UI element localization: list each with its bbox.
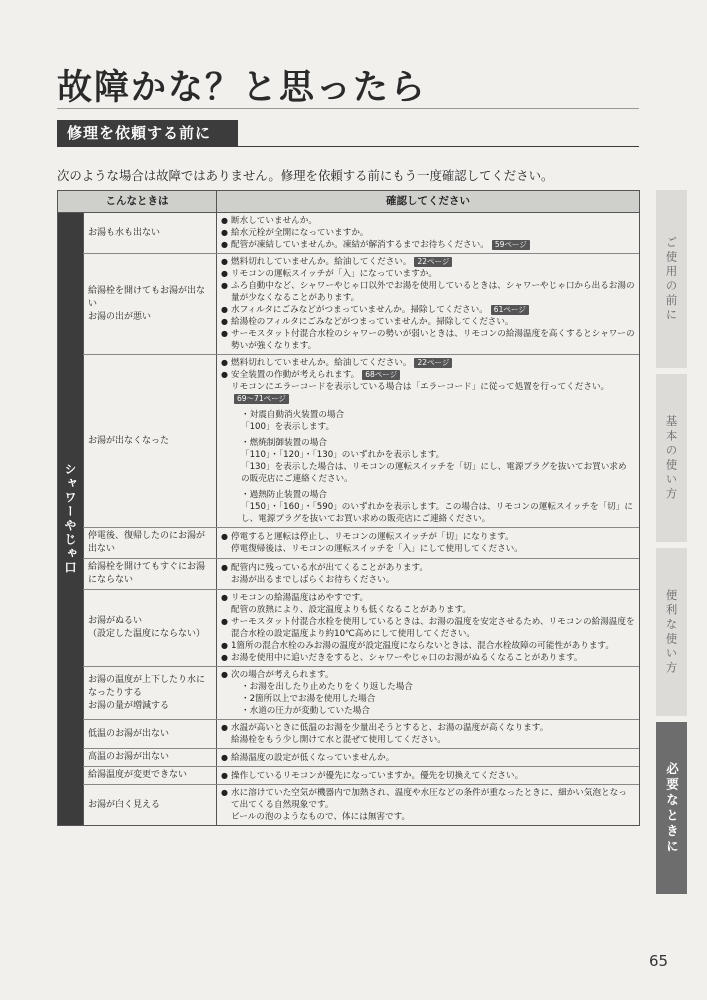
check-item bbox=[221, 449, 635, 461]
condition-text: 低温のお湯が出ない bbox=[88, 728, 170, 739]
check-text: 断水していませんか。 bbox=[231, 216, 317, 226]
check-cell bbox=[217, 785, 639, 825]
check-cell bbox=[217, 720, 639, 748]
check-text: ・2箇所以上でお湯を使用した場合 bbox=[241, 694, 376, 704]
check-item bbox=[221, 811, 635, 823]
bullet-icon bbox=[231, 489, 241, 501]
check-text: 給湯栓のフィルタにごみなどがつまっていませんか。掃除してください。 bbox=[231, 317, 514, 327]
bullet-icon: ● bbox=[221, 358, 228, 367]
condition-cell bbox=[83, 767, 217, 784]
check-item bbox=[221, 461, 635, 485]
check-text: 次の場合が考えられます。 bbox=[231, 670, 334, 680]
bullet-icon bbox=[231, 681, 241, 693]
check-item bbox=[221, 239, 635, 251]
bullet-icon: ● bbox=[221, 770, 228, 780]
table-row bbox=[83, 355, 639, 528]
condition-cell bbox=[83, 785, 217, 825]
condition-text: 給湯栓を開けてもお湯が出ない bbox=[88, 285, 206, 309]
check-item bbox=[221, 640, 635, 652]
check-item bbox=[221, 227, 635, 239]
column-header-condition: こんなときは bbox=[58, 191, 217, 212]
check-item bbox=[221, 328, 635, 352]
check-item bbox=[221, 574, 635, 586]
title-rule bbox=[57, 108, 639, 109]
check-text: 配管の放熱により、設定温度よりも低くなることがあります。 bbox=[231, 605, 471, 615]
side-tab-convenient-use[interactable] bbox=[656, 548, 687, 716]
column-header-check: 確認してください bbox=[386, 195, 470, 207]
check-text: 水に溶けていた空気が機器内で加熱され、温度や水圧などの条件が重なったときに、細かい気泡となって出てくる自然現象です。 bbox=[231, 788, 627, 810]
intro-text: 次のような場合は故障ではありません。修理を依頼する前にもう一度確認してください。 bbox=[57, 168, 554, 183]
check-text: お湯が出るまでしばらくお待ちください。 bbox=[231, 575, 395, 585]
check-item bbox=[221, 752, 635, 764]
section-rule bbox=[238, 146, 639, 147]
check-item bbox=[221, 256, 635, 268]
table-row bbox=[83, 590, 639, 667]
side-tab-label: 便利な使い方 bbox=[664, 588, 679, 676]
condition-cell bbox=[83, 590, 217, 666]
table-row bbox=[83, 667, 639, 720]
page-title: 故障かな？と思ったら bbox=[57, 68, 428, 108]
check-text: 操作しているリモコンが優先になっていますか。優先を切換えてください。 bbox=[231, 770, 524, 781]
bullet-icon bbox=[231, 705, 241, 717]
condition-text: お湯がぬるい bbox=[88, 616, 143, 626]
check-text: 「130」を表示した場合は、リモコンの運転スイッチを「切」にし、電源プラグを抜いてお買い求めの販売店にご連絡ください。 bbox=[241, 462, 627, 484]
table-row bbox=[83, 749, 639, 767]
bullet-icon bbox=[231, 437, 241, 449]
table-row bbox=[83, 785, 639, 825]
bullet-icon bbox=[231, 693, 241, 705]
check-text: 配管が凍結していませんか。凍結が解消するまでお待ちください。 bbox=[231, 240, 489, 250]
check-cell bbox=[217, 528, 639, 558]
bullet-icon: ● bbox=[221, 563, 228, 572]
check-cell bbox=[217, 213, 639, 253]
table-row bbox=[83, 559, 639, 590]
condition-cell bbox=[83, 528, 217, 558]
check-cell bbox=[217, 590, 639, 666]
check-cell bbox=[217, 254, 639, 354]
check-text: リモコンの給湯温度はめやすです。 bbox=[231, 593, 369, 603]
check-text: 燃料切れしていませんか。給油してください。 bbox=[231, 257, 412, 267]
bullet-icon bbox=[221, 574, 231, 586]
condition-text: お湯が白く見える bbox=[88, 799, 161, 810]
bullet-icon bbox=[231, 421, 241, 433]
check-item bbox=[221, 722, 635, 734]
condition-cell bbox=[83, 213, 217, 253]
check-item bbox=[221, 616, 635, 640]
section-heading: 修理を依頼する前に bbox=[57, 120, 238, 147]
check-item bbox=[221, 531, 635, 543]
condition-text: （設定した温度にならない） bbox=[88, 629, 206, 639]
check-item bbox=[221, 501, 635, 525]
bullet-icon: ● bbox=[221, 370, 228, 379]
table-row bbox=[83, 720, 639, 749]
condition-text: お湯が出なくなった bbox=[88, 435, 170, 446]
check-item bbox=[221, 316, 635, 328]
check-item bbox=[221, 604, 635, 616]
condition-cell bbox=[83, 720, 217, 748]
check-text: ・水道の圧力が変動していた場合 bbox=[241, 706, 370, 716]
bullet-icon: ● bbox=[221, 240, 228, 249]
check-text: 配管内に残っている水が出てくることがあります。 bbox=[231, 563, 428, 573]
condition-text: 給湯栓を開けてもすぐにお湯にならない bbox=[88, 562, 206, 585]
check-text: ふろ自動中など、シャワーやじゃ口以外でお湯を使用しているときは、シャワーやじゃ口から出るお湯の量が少なくなることがあります。 bbox=[231, 281, 635, 303]
check-text: 給湯栓をもう少し開けて水と混ぜて使用してください。 bbox=[231, 735, 446, 745]
check-item bbox=[221, 770, 635, 782]
troubleshooting-table bbox=[57, 190, 640, 826]
table-row bbox=[83, 528, 639, 559]
condition-text: 給湯温度が変更できない bbox=[88, 770, 188, 780]
bullet-icon: ● bbox=[221, 593, 228, 602]
side-tab-label: 必要なときに bbox=[664, 761, 680, 855]
check-item bbox=[221, 543, 635, 555]
check-text: お湯を使用中に追いだきをすると、シャワーやじゃ口のお湯がぬるくなることがあります。 bbox=[231, 653, 583, 663]
check-item bbox=[221, 357, 635, 369]
check-item bbox=[221, 268, 635, 280]
bullet-icon: ● bbox=[221, 670, 228, 679]
check-text: ・お湯を出したり止めたりをくり返した場合 bbox=[241, 682, 413, 692]
bullet-icon: ● bbox=[221, 617, 228, 626]
table-row bbox=[83, 254, 639, 355]
check-text: 停電すると運転は停止し、リモコンの運転スイッチが「切」になります。 bbox=[231, 532, 514, 542]
bullet-icon: ● bbox=[221, 317, 228, 326]
check-cell bbox=[217, 767, 639, 784]
bullet-icon: ● bbox=[221, 216, 228, 225]
check-text: 水フィルタにごみなどがつまっていませんか。掃除してください。 bbox=[231, 305, 488, 315]
condition-text: お湯の量が増減する bbox=[88, 700, 170, 711]
check-item bbox=[221, 369, 635, 381]
bullet-icon: ● bbox=[221, 228, 228, 237]
side-tab-before-use[interactable] bbox=[656, 190, 687, 368]
check-item bbox=[221, 421, 635, 433]
check-item bbox=[221, 734, 635, 746]
page-reference-tag[interactable]: 22ページ bbox=[414, 358, 452, 368]
check-item bbox=[221, 304, 635, 316]
check-item bbox=[221, 280, 635, 304]
check-text: 「100」を表示します。 bbox=[241, 422, 335, 432]
table-row bbox=[83, 767, 639, 785]
bullet-icon bbox=[221, 543, 231, 555]
check-cell bbox=[217, 355, 639, 527]
check-cell bbox=[217, 559, 639, 589]
bullet-icon: ● bbox=[221, 641, 228, 650]
check-text: リモコンの運転スイッチが「入」になっていますか。 bbox=[231, 269, 437, 279]
page-reference-tag[interactable]: 61ページ bbox=[491, 305, 529, 315]
check-text: サーモスタット付混合水栓のシャワーの勢いが弱いときは、リモコンの給湯温度を高くするとシャワーの勢いが強くなります。 bbox=[231, 329, 635, 351]
bullet-icon bbox=[231, 409, 241, 421]
condition-text: お湯の出が悪い bbox=[88, 311, 152, 322]
check-item bbox=[221, 381, 635, 405]
side-tab-basic-use[interactable] bbox=[656, 374, 687, 542]
bullet-icon bbox=[221, 811, 231, 823]
check-text: 「150」・「160」・「590」のいずれかを表示します。この場合は、リモコンの運転スイッチを「切」にし、電源プラグを抜いてお買い求めの販売店にご連絡ください。 bbox=[241, 502, 633, 524]
bullet-icon: ● bbox=[221, 723, 228, 732]
page-reference-tag[interactable]: 68ページ bbox=[362, 370, 400, 380]
check-text: リモコンにエラーコードを表示している場合は「エラーコード」に従って処置を行ってください。 bbox=[231, 382, 610, 392]
check-text: 「110」・「120」・「130」のいずれかを表示します。 bbox=[241, 450, 445, 460]
condition-cell bbox=[83, 254, 217, 354]
check-text: ・過熱防止装置の場合 bbox=[241, 490, 327, 500]
bullet-icon bbox=[221, 734, 231, 746]
condition-cell bbox=[83, 559, 217, 589]
check-item bbox=[221, 652, 635, 664]
condition-text: 高温のお湯が出ない bbox=[88, 752, 170, 762]
check-item bbox=[221, 693, 635, 705]
condition-text: お湯も水も出ない bbox=[88, 227, 161, 238]
check-text: ・対震自動消火装置の場合 bbox=[241, 410, 345, 420]
condition-cell bbox=[83, 667, 217, 719]
category-label: シャワーやじゃ口 bbox=[58, 213, 83, 825]
check-text: 水温が高いときに低温のお湯を少量出そうとすると、お湯の温度が高くなります。 bbox=[231, 723, 549, 733]
page-reference-tag[interactable]: 59ページ bbox=[492, 240, 530, 250]
check-text: 給水元栓が全開になっていますか。 bbox=[231, 228, 369, 238]
check-text: ビールの泡のようなもので、体には無害です。 bbox=[231, 812, 411, 822]
bullet-icon bbox=[231, 449, 241, 461]
bullet-icon: ● bbox=[221, 752, 228, 762]
check-item bbox=[221, 562, 635, 574]
side-tab-label: 基本の使い方 bbox=[664, 414, 679, 502]
check-item bbox=[221, 787, 635, 811]
table-rows bbox=[83, 213, 639, 825]
bullet-icon: ● bbox=[221, 269, 228, 278]
table-row bbox=[83, 213, 639, 254]
page-reference-tag[interactable]: 22ページ bbox=[414, 257, 452, 267]
bullet-icon bbox=[231, 461, 241, 485]
condition-cell bbox=[83, 355, 217, 527]
check-text: 安全装置の作動が考えられます。 bbox=[231, 370, 360, 380]
side-tab-label: ご使用の前に bbox=[664, 235, 679, 323]
page-number: 65 bbox=[649, 952, 669, 970]
bullet-icon: ● bbox=[221, 532, 228, 541]
check-text: 燃料切れしていませんか。給油してください。 bbox=[231, 358, 412, 368]
page-reference-tag[interactable]: 69〜71ページ bbox=[234, 394, 289, 404]
check-item bbox=[221, 669, 635, 681]
check-item bbox=[221, 592, 635, 604]
check-item bbox=[221, 681, 635, 693]
table-header bbox=[58, 191, 639, 213]
check-text: ・燃焼制御装置の場合 bbox=[241, 438, 327, 448]
check-item bbox=[221, 409, 635, 421]
check-item bbox=[221, 215, 635, 227]
check-text: 停電復帰後は、リモコンの運転スイッチを「入」にして使用してください。 bbox=[231, 544, 523, 554]
condition-cell bbox=[83, 749, 217, 766]
bullet-icon: ● bbox=[221, 257, 228, 266]
bullet-icon: ● bbox=[221, 653, 228, 662]
bullet-icon: ● bbox=[221, 305, 228, 314]
bullet-icon: ● bbox=[221, 281, 228, 290]
condition-text: お湯の温度が上下したり水になったりする bbox=[88, 674, 206, 698]
check-cell bbox=[217, 667, 639, 719]
check-cell bbox=[217, 749, 639, 766]
check-text: 1箇所の混合水栓のみお湯の温度が設定温度にならないときは、混合水栓故障の可能性があります。 bbox=[231, 641, 614, 651]
bullet-icon: ● bbox=[221, 329, 228, 338]
side-tab-when-needed[interactable] bbox=[656, 722, 687, 894]
bullet-icon: ● bbox=[221, 788, 228, 797]
check-text: サーモスタット付混合水栓を使用しているときは、お湯の温度を安定させるため、リモコンの給湯温度を混合水栓の設定温度より約10℃高めにして使用してください。 bbox=[231, 617, 635, 639]
check-item bbox=[221, 489, 635, 501]
condition-text: 停電後、復帰したのにお湯が出ない bbox=[88, 531, 206, 554]
bullet-icon bbox=[231, 501, 241, 525]
bullet-icon bbox=[221, 381, 231, 405]
check-item bbox=[221, 437, 635, 449]
check-text: 給湯温度の設定が低くなっていませんか。 bbox=[231, 752, 395, 763]
bullet-icon bbox=[221, 604, 231, 616]
check-item bbox=[221, 705, 635, 717]
